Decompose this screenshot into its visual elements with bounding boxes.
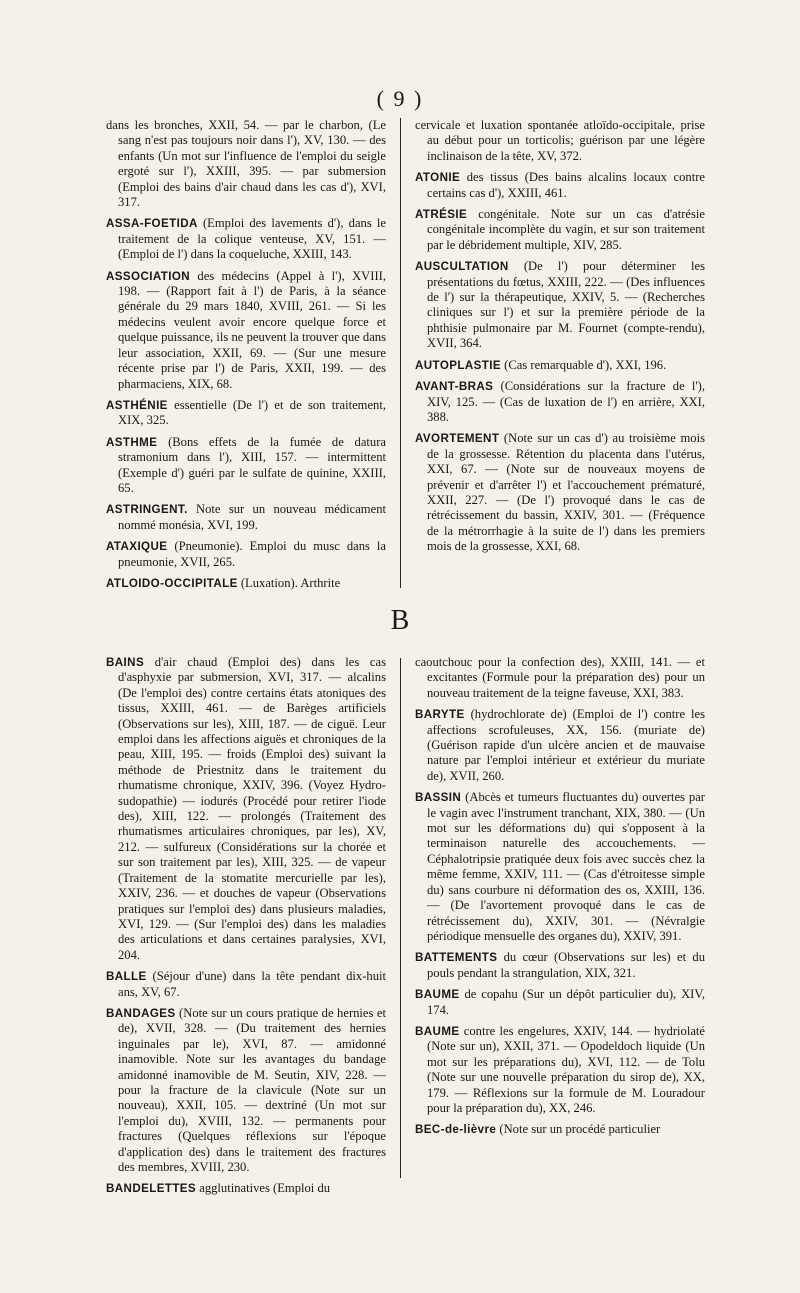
- entry-text: (Cas remarquable d'), XXI, 196.: [501, 357, 667, 372]
- index-entry: [106, 539, 386, 570]
- entry-text: (hydrochlorate de) (Emploi de l') contre les affections scrofuleuses, XX, 156. (muriate de) (Guérison rapide d'un ulcère ancien et de mauvaise nature par l'emploi intérieur et extérieur du muriate de), XVII, 260.: [427, 707, 705, 783]
- column-top-right: [415, 118, 705, 561]
- entry-headword: AVANT-BRAS: [415, 380, 494, 394]
- entry-text: (Note sur un cours pratique de hernies et de), XVII, 328. — (Du traitement des hernies inguinales par le), XVI, 87. — amidonné inamovible. Note sur les avantages du bandage amidonné inamovible de M. Seutin, XIV, 228. — pour la fracture de la clavicule (Note sur un nouveau), XXII, 105. — dextriné (Un mot sur l'emploi du), XVIII, 132. — permanents pour fractures (Quelques réflexions sur l'époque d'application des) dans le traitement des fractures des membres, XVIII, 230.: [118, 1005, 386, 1174]
- index-entry: [106, 435, 386, 497]
- page-number: ( 9 ): [376, 86, 424, 111]
- entry-text: (Séjour d'une) dans la tête pendant dix-huit ans, XV, 67.: [118, 969, 386, 999]
- entry-text: Note sur un nouveau médicament nommé monésia, XVI, 199.: [118, 502, 386, 532]
- column-divider-bottom: [400, 658, 401, 1178]
- column-top-left: [106, 118, 386, 597]
- entry-headword: ASTRINGENT.: [106, 503, 188, 517]
- index-entry: [415, 118, 705, 164]
- entry-headword: BALLE: [106, 970, 147, 984]
- entry-text: des médecins (Appel à l'), XVIII, 198. — (Rapport fait à l') de Paris, à la séance générale du 29 mars 1840, XVIII, 261. — Si les médecins veulent avoir encore quelque force et quelque puissance, ils ne peuvent la trouver que dans leur association, XXII, 69. — (Sur une mesure récente prise par l') de Paris, XXII, 199. — des pharmaciens, XIX, 68.: [118, 268, 386, 391]
- entry-headword: ASTHME: [106, 435, 158, 449]
- entry-headword: BANDAGES: [106, 1006, 176, 1020]
- index-entry: [415, 987, 705, 1018]
- entry-headword: BAINS: [106, 656, 145, 669]
- entry-headword: BANDELETTES: [106, 1182, 197, 1196]
- entry-text: du cœur (Observations sur les) et du pouls pendant la strangulation, XIX, 321.: [427, 950, 705, 980]
- entry-headword: ATRÉSIE: [415, 208, 468, 222]
- entry-headword: AVORTEMENT: [415, 432, 500, 446]
- index-entry: [415, 379, 705, 425]
- index-entry: [415, 790, 705, 944]
- index-entry: [415, 259, 705, 351]
- entry-text: (Abcès et tumeurs fluctuantes du) ouvertes par le vagin avec l'instrument tranchant, XIX, 380. — (Un mot sur les déformations du) qui s'opposent à la terminaison naturelle des accouchements. — Céphalotripsie pratiquée deux fois avec succès chez la même femme, XXIV, 111. — (Cas d'étroitesse simple du) sans courbure ni déformation des os, XXIII, 136. — (De l'avortement provoqué dans le cas de rétrécissement du), XXIV, 301. — (Névralgie périodique mensuelle des organes du), XXIV, 391.: [427, 790, 705, 943]
- entry-headword: ASSA-FOETIDA: [106, 217, 198, 231]
- entry-headword: ATAXIQUE: [106, 540, 168, 554]
- entry-headword: BEC-de-lièvre: [415, 1123, 497, 1137]
- entry-text: congénitale. Note sur un cas d'atrésie congénitale incomplète du vagin, et sur son traitement par le débridement multiple, XIV, 285.: [427, 207, 705, 252]
- index-entry: [106, 576, 386, 591]
- entry-headword: ASSOCIATION: [106, 269, 191, 283]
- entry-text: essentielle (De l') et de son traitement, XIX, 325.: [118, 397, 386, 428]
- entry-headword: ATLOIDO-OCCIPITALE: [106, 576, 238, 590]
- index-entry: [415, 207, 705, 253]
- entry-headword: BAUME: [415, 1024, 460, 1038]
- entry-text: agglutinatives (Emploi du: [196, 1181, 331, 1196]
- entry-headword: BARYTE: [415, 708, 465, 722]
- entry-text: (Pneumonie). Emploi du musc dans la pneumonie, XVII, 265.: [118, 539, 386, 569]
- entry-headword: ASTHÉNIE: [106, 398, 168, 412]
- index-entry: [106, 969, 386, 1000]
- column-bottom-right: [415, 655, 705, 1144]
- column-bottom-left: [106, 655, 386, 1203]
- column-divider-top: [400, 118, 401, 588]
- entry-text: (Considérations sur la fracture de l'), XIV, 125. — (Cas de luxation de l') en arrière, XXI, 388.: [427, 379, 705, 424]
- index-entry: [415, 655, 705, 701]
- entry-text: (Emploi des lavements d'), dans le traitement de la colique venteuse, XV, 151. — (Emploi de l') dans la coqueluche, XXIII, 143.: [118, 216, 386, 262]
- section-letter: B: [390, 605, 410, 636]
- index-entry: [415, 1122, 705, 1137]
- entry-text: caoutchouc pour la confection des), XXIII, 141. — et excitantes (Formule pour la préparation des) pour un nouveau traitement de la teigne faveuse, XXI, 383.: [415, 655, 705, 700]
- entry-headword: BATTEMENTS: [415, 951, 498, 965]
- entry-headword: AUTOPLASTIE: [415, 358, 501, 372]
- index-entry: [415, 1024, 705, 1116]
- entry-text: (Note sur un cas d') au troisième mois de la grossesse. Rétention du placenta dans l'utérus, XXI, 67. — (Note sur de nouveaux moyens de prévenir et d'arrêter l') et l'accouchement prématuré, XXII, 227. — (De l') provoqué dans le cas de rétrécissement du bassin, XXIV, 301. — (Fréquence de la métrorrhagie à la suite de l') dans les premiers mois de la grossesse, XXI, 68.: [427, 431, 705, 554]
- index-entry: [106, 118, 386, 210]
- entry-text: dans les bronches, XXII, 54. — par le charbon, (Le sang n'est pas toujours noir dans l'), XV, 130. — des enfants (Un mot sur l'influence de l'emploi du seigle ergoté sur l'), XXIII, 395. — par submersion (Emploi des bains d'air chaud dans les cas d'), XVI, 317.: [106, 118, 386, 210]
- entry-text: (Luxation). Arthrite: [237, 575, 341, 590]
- entry-headword: BAUME: [415, 988, 460, 1002]
- entry-text: contre les engelures, XXIV, 144. — hydriolaté (Note sur un), XXII, 371. — Opodeldoch liquide (Un mot sur les préparations du), XVI, 112. — de Tolu (Note sur une nouvelle préparation du sirop de), XX, 179. — Réflexions sur la formule de M. Louradour pour la préparation du), XX, 246.: [427, 1023, 705, 1115]
- index-entry: [106, 502, 386, 533]
- index-entry: [106, 1006, 386, 1175]
- index-entry: [106, 269, 386, 392]
- index-entry: [415, 358, 705, 373]
- entry-text: (Note sur un procédé particulier: [496, 1122, 661, 1137]
- entry-headword: ATONIE: [415, 171, 461, 185]
- index-entry: [415, 950, 705, 981]
- entry-text: cervicale et luxation spontanée atloïdo-occipitale, prise au début pour un torticolis; guérison par une légère inclinaison de la tête, XV, 372.: [415, 118, 705, 163]
- entry-headword: AUSCULTATION: [415, 260, 509, 274]
- entry-headword: BASSIN: [415, 791, 462, 805]
- index-entry: [106, 398, 386, 429]
- entry-text: de copahu (Sur un dépôt particulier du), XIV, 174.: [427, 987, 705, 1017]
- entry-text: (Bons effets de la fumée de datura stramonium dans l'), XIII, 157. — intermittent (Exemple d') guéri par le sulfate de quinine, XXIII, 65.: [118, 434, 386, 495]
- index-entry: [106, 1181, 386, 1196]
- entry-text: d'air chaud (Emploi des) dans les cas d'asphyxie par submersion, XVI, 317. — alcalins (De l'emploi des) contre certains états atoniques des tissus, XXIII, 461. — de Barèges artificiels (Observations sur les), XIII, 187. — de ciguë. Leur emploi dans les affections aiguës et chroniques de la peau, XIII, 195. — froids (Emploi des) suivant la méthode de Priestnitz dans le traitement du rhumatisme chronique, XXIV, 396. (Voyez Hydro-sudopathie) — iodurés (Procédé pour retirer l'iode des), XIII, 122. — prolongés (Traitement des rhumatismes articulaires chroniques, par les), XV, 212. — sulfureux (Considérations sur la chorée et sur son traitement par les), XIII, 325. — de vapeur (Traitement de la stomatite mercurielle par les), XXIV, 236. — et douches de vapeur (Observations pratiques sur l'emploi des) dans plusieurs maladies, XVI, 129. — (Sur l'emploi des) dans les maladies des articulations et dans certaines paralysies, XVI, 204.: [118, 655, 386, 962]
- index-entry: [415, 431, 705, 554]
- index-entry: [106, 655, 386, 963]
- index-entry: [415, 170, 705, 201]
- index-entry: [106, 216, 386, 262]
- entry-text: (De l') pour déterminer les présentations du fœtus, XXIII, 222. — (Des influences de l') sur la thérapeutique, XXIV, 5. — (Recherches cliniques sur l') et sur la première période de la phthisie pulmonaire par M. Fournet (compte-rendu), XVII, 364.: [427, 259, 705, 351]
- index-entry: [415, 707, 705, 784]
- entry-text: des tissus (Des bains alcalins locaux contre certains cas d'), XXIII, 461.: [427, 170, 705, 200]
